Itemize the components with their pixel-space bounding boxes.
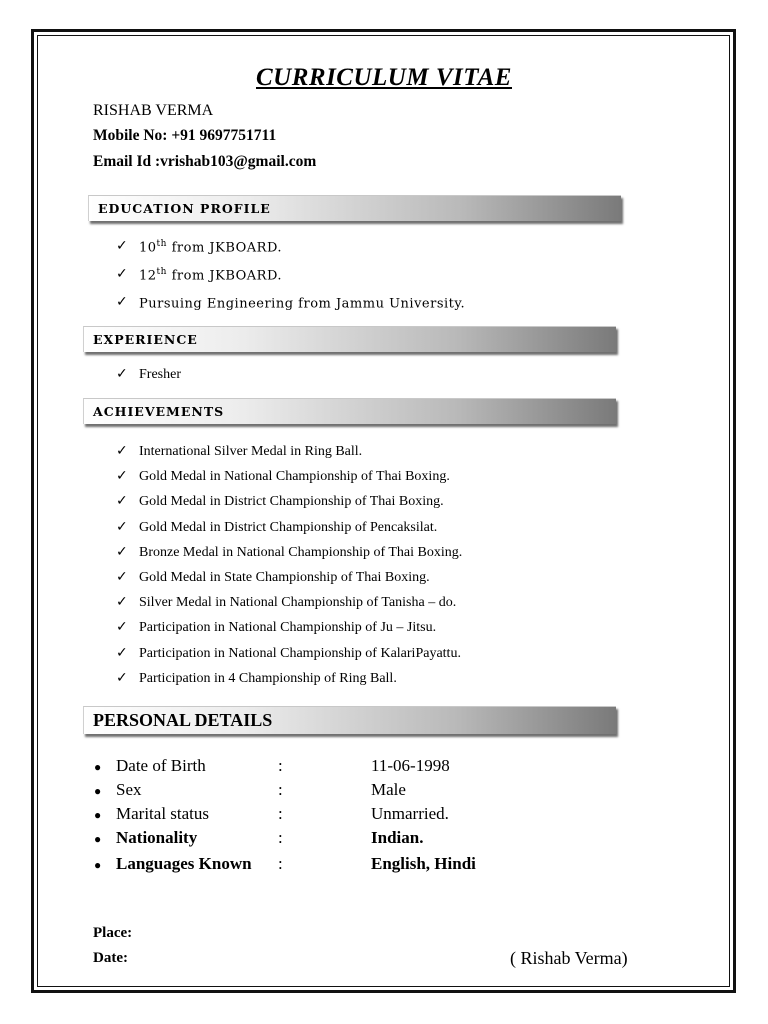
- achievements-section-title: ACHIEVEMENTS: [93, 404, 225, 419]
- personal-detail-separator: :: [278, 804, 283, 823]
- personal-detail-separator: :: [278, 828, 283, 847]
- personal-detail-label: Marital status: [116, 804, 210, 823]
- check-icon: ✓: [116, 543, 128, 560]
- achievement-item: Gold Medal in National Championship of Thai Boxing.: [139, 469, 450, 485]
- education-section-header: [88, 195, 621, 221]
- bullet-icon: ●: [94, 858, 102, 872]
- check-icon: ✓: [116, 569, 128, 585]
- personal-detail-value: English, Hindi: [371, 854, 476, 873]
- education-item-superscript: th: [156, 239, 167, 249]
- place-label: Place:: [93, 925, 133, 941]
- check-icon: ✓: [116, 468, 128, 485]
- personal-detail-label: Date of Birth: [116, 756, 206, 775]
- check-icon: ✓: [116, 619, 128, 636]
- personal-section-title: PERSONAL DETAILS: [93, 710, 273, 730]
- document-title: CURRICULUM VITAE: [256, 64, 512, 91]
- personal-detail-value: 11-06-1998: [371, 756, 450, 775]
- bullet-icon: ●: [94, 808, 102, 822]
- bullet-icon: ●: [94, 784, 102, 798]
- check-icon: ✓: [116, 669, 128, 686]
- signature-name: ( Rishab Verma): [510, 948, 628, 968]
- bullet-icon: ●: [94, 832, 102, 846]
- personal-detail-label: Nationality: [116, 828, 198, 847]
- education-item-suffix: from JKBOARD.: [166, 268, 283, 284]
- education-item-suffix: from JKBOARD.: [166, 240, 283, 256]
- check-icon: ✓: [116, 238, 128, 254]
- check-icon: ✓: [116, 493, 128, 510]
- achievement-item: International Silver Medal in Ring Ball.: [139, 444, 363, 459]
- date-label: Date:: [93, 950, 128, 966]
- personal-detail-separator: :: [278, 756, 283, 775]
- achievement-item: Silver Medal in National Championship of Tanisha – do.: [139, 595, 457, 611]
- personal-detail-separator: :: [278, 854, 283, 873]
- email-address: Email Id :vrishab103@gmail.com: [93, 153, 317, 170]
- education-item-text: 12: [139, 268, 157, 284]
- experience-section-header: [83, 326, 616, 352]
- experience-section-title: EXPERIENCE: [93, 332, 198, 347]
- education-item: [139, 295, 465, 311]
- education-item-text: Pursuing Engineering from Jammu University.: [139, 296, 466, 312]
- bullet-icon: ●: [94, 760, 102, 774]
- achievement-item: Gold Medal in District Championship of Thai Boxing.: [139, 494, 444, 510]
- check-icon: ✓: [116, 594, 128, 611]
- achievement-item: Bronze Medal in National Championship of Thai Boxing.: [139, 544, 463, 560]
- personal-detail-value: Unmarried.: [371, 804, 449, 823]
- achievement-item: Gold Medal in State Championship of Thai Boxing.: [139, 570, 430, 585]
- education-item-superscript: th: [156, 267, 167, 277]
- education-section-title: EDUCATION PROFILE: [98, 201, 271, 216]
- achievement-item: Gold Medal in District Championship of Pencaksilat.: [139, 519, 438, 535]
- achievement-item: Participation in National Championship of KalariPayattu.: [139, 645, 461, 661]
- check-icon: ✓: [116, 294, 128, 310]
- experience-item: Fresher: [139, 367, 181, 382]
- personal-section-header: [83, 706, 616, 734]
- check-icon: ✓: [116, 644, 128, 661]
- achievement-item: Participation in 4 Championship of Ring Ball.: [139, 670, 397, 686]
- personal-detail-separator: :: [278, 780, 283, 799]
- check-icon: ✓: [116, 518, 128, 535]
- personal-detail-label: Sex: [116, 780, 142, 799]
- education-item: [139, 267, 282, 283]
- education-item: [139, 239, 282, 255]
- mobile-number: Mobile No: +91 9697751711: [93, 127, 277, 144]
- candidate-name: RISHAB VERMA: [93, 102, 214, 119]
- personal-detail-value: Indian.: [371, 828, 424, 847]
- check-icon: ✓: [116, 443, 128, 459]
- achievement-item: Participation in National Championship of Ju – Jitsu.: [139, 620, 437, 636]
- personal-detail-value: Male: [371, 780, 406, 799]
- check-icon: ✓: [116, 266, 128, 282]
- achievements-section-header: [83, 398, 616, 424]
- personal-detail-label: Languages Known: [116, 854, 252, 873]
- check-icon: ✓: [116, 366, 128, 382]
- education-item-text: 10: [139, 240, 157, 256]
